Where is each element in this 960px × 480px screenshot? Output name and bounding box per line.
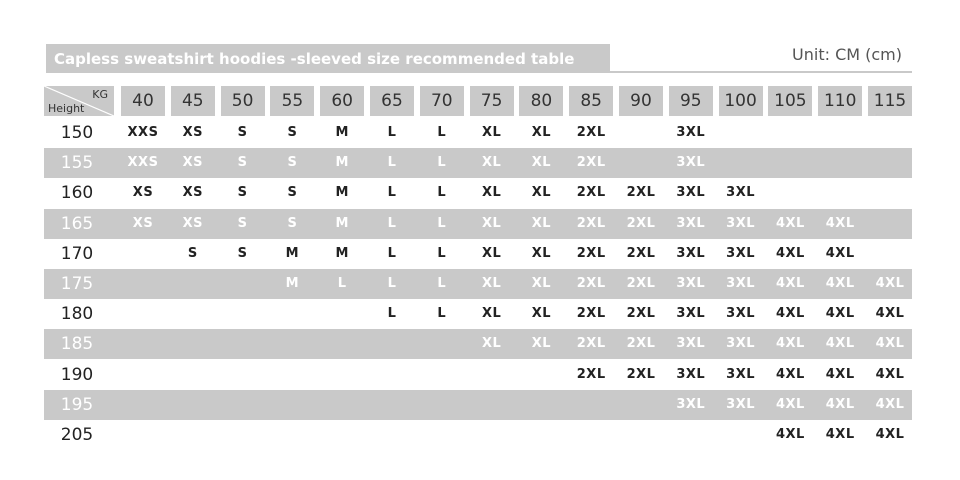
- kg-axis-label: KG: [92, 88, 108, 101]
- size-cell: 4XL: [775, 427, 805, 442]
- size-cell: 3XL: [726, 366, 756, 382]
- size-cell: 3XL: [726, 245, 756, 261]
- size-cell: 3XL: [726, 396, 756, 412]
- size-cell: 2XL: [626, 306, 656, 322]
- size-cell: M: [335, 125, 349, 140]
- size-cell: 4XL: [825, 336, 855, 352]
- kg-header-cell: 105: [768, 86, 812, 116]
- size-cell: 4XL: [775, 276, 805, 291]
- size-cell: S: [237, 185, 248, 201]
- size-cell: 2XL: [576, 215, 606, 231]
- size-cell: XL: [481, 215, 502, 231]
- size-cell: 4XL: [825, 366, 855, 382]
- size-cell: 4XL: [775, 336, 805, 352]
- size-cell: 3XL: [726, 185, 756, 201]
- kg-header-cell: 85: [569, 86, 613, 116]
- height-row-label: 160: [60, 183, 94, 204]
- size-cell: S: [187, 245, 198, 261]
- height-row-label: 175: [60, 274, 94, 294]
- size-cell: XL: [481, 155, 502, 171]
- size-cell: 2XL: [576, 245, 606, 261]
- size-cell: 4XL: [775, 245, 805, 261]
- size-cell: 4XL: [825, 427, 855, 442]
- kg-header-cell: 40: [121, 86, 165, 116]
- size-cell: XL: [531, 215, 552, 231]
- height-row-label: 150: [60, 123, 94, 143]
- size-cell: 3XL: [676, 336, 706, 352]
- size-cell: L: [387, 155, 397, 171]
- size-cell: 3XL: [726, 276, 756, 291]
- size-cell: 4XL: [775, 366, 805, 382]
- size-cell: S: [237, 155, 248, 171]
- size-cell: 3XL: [726, 336, 756, 352]
- size-cell: L: [437, 276, 447, 291]
- size-cell: XL: [481, 185, 502, 201]
- size-cell: 4XL: [825, 306, 855, 322]
- size-cell: L: [387, 276, 397, 291]
- size-cell: M: [335, 185, 349, 201]
- size-cell: XL: [481, 245, 502, 261]
- size-cell: 2XL: [626, 276, 656, 291]
- kg-header-cell: 55: [270, 86, 314, 116]
- kg-header-cell: 65: [370, 86, 414, 116]
- height-row-label: 185: [60, 334, 94, 355]
- size-cell: S: [237, 245, 248, 261]
- size-cell: XL: [481, 125, 502, 140]
- size-cell: 4XL: [875, 276, 905, 291]
- kg-header-cell: 110: [818, 86, 862, 116]
- size-cell: 2XL: [626, 185, 656, 201]
- kg-header-cell: 100: [719, 86, 763, 116]
- size-cell: 3XL: [676, 276, 706, 291]
- size-cell: L: [437, 306, 447, 322]
- size-cell: XL: [531, 155, 552, 171]
- size-cell: XS: [132, 185, 154, 201]
- size-cell: 4XL: [875, 366, 905, 382]
- size-cell: XL: [531, 245, 552, 261]
- size-cell: L: [437, 155, 447, 171]
- corner-header: [44, 86, 114, 116]
- size-cell: S: [287, 125, 298, 140]
- size-cell: 2XL: [576, 155, 606, 171]
- height-row-label: 205: [60, 425, 94, 445]
- kg-header-cell: 70: [420, 86, 464, 116]
- unit-label: Unit: CM (cm): [792, 45, 902, 64]
- size-cell: 2XL: [626, 245, 656, 261]
- size-cell: L: [387, 245, 397, 261]
- kg-header-cell: 50: [221, 86, 265, 116]
- kg-header-cell: 60: [320, 86, 364, 116]
- size-cell: XL: [481, 306, 502, 322]
- kg-header-cell: 90: [619, 86, 663, 116]
- kg-header-cell: 75: [470, 86, 514, 116]
- size-cell: 2XL: [626, 215, 656, 231]
- table-title: Capless sweatshirt hoodies -sleeved size recommended table: [54, 50, 575, 68]
- size-cell: 3XL: [676, 155, 706, 171]
- kg-header-cell: 95: [669, 86, 713, 116]
- height-row-label: 190: [60, 364, 94, 385]
- size-cell: M: [335, 245, 349, 261]
- size-cell: 4XL: [875, 306, 905, 322]
- size-cell: L: [337, 276, 347, 291]
- size-cell: S: [287, 185, 298, 201]
- size-cell: 3XL: [676, 125, 706, 140]
- size-cell: 2XL: [576, 185, 606, 201]
- size-cell: 3XL: [676, 185, 706, 201]
- size-cell: 4XL: [775, 306, 805, 322]
- size-cell: 3XL: [726, 215, 756, 231]
- size-cell: XL: [531, 125, 552, 140]
- size-cell: M: [335, 155, 349, 171]
- size-cell: 4XL: [875, 396, 905, 412]
- size-cell: XXS: [127, 125, 159, 140]
- size-cell: 2XL: [626, 366, 656, 382]
- size-cell: 3XL: [676, 245, 706, 261]
- size-cell: 2XL: [576, 306, 606, 322]
- size-cell: XXS: [127, 155, 159, 171]
- kg-header-cell: 45: [171, 86, 215, 116]
- height-axis-label: Height: [48, 102, 85, 115]
- size-cell: XL: [531, 336, 552, 352]
- height-row-label: 155: [60, 153, 94, 174]
- size-cell: XS: [182, 185, 203, 201]
- title-underline: [46, 71, 912, 73]
- kg-header-cell: 115: [868, 86, 912, 116]
- size-cell: L: [437, 185, 447, 201]
- size-cell: XL: [531, 306, 552, 322]
- size-cell: XL: [531, 185, 552, 201]
- height-row-label: 195: [60, 394, 94, 415]
- size-cell: 2XL: [576, 276, 606, 291]
- size-cell: 4XL: [825, 245, 855, 261]
- size-cell: XS: [182, 155, 203, 171]
- size-cell: XL: [481, 276, 502, 291]
- size-cell: 4XL: [875, 336, 905, 352]
- size-cell: 2XL: [626, 336, 656, 352]
- size-cell: XS: [182, 215, 203, 231]
- size-cell: 4XL: [825, 215, 855, 231]
- size-cell: M: [285, 276, 300, 291]
- size-cell: 3XL: [726, 306, 756, 322]
- size-cell: 4XL: [825, 276, 855, 291]
- size-cell: M: [335, 215, 349, 231]
- size-cell: L: [387, 125, 397, 140]
- size-cell: 3XL: [676, 306, 706, 322]
- size-cell: 3XL: [676, 215, 706, 231]
- size-cell: 4XL: [775, 396, 805, 412]
- size-cell: XS: [132, 215, 154, 231]
- size-cell: 4XL: [875, 427, 905, 442]
- size-cell: M: [285, 245, 300, 261]
- size-cell: XS: [182, 125, 203, 140]
- size-cell: XL: [481, 336, 502, 352]
- size-cell: 2XL: [576, 366, 606, 382]
- size-cell: L: [437, 125, 447, 140]
- size-cell: S: [287, 215, 298, 231]
- size-cell: 2XL: [576, 125, 606, 140]
- size-cell: XL: [531, 276, 552, 291]
- size-cell: L: [387, 215, 397, 231]
- size-cell: S: [287, 155, 298, 171]
- size-cell: 3XL: [676, 396, 706, 412]
- size-cell: L: [387, 185, 397, 201]
- height-row-label: 180: [60, 304, 94, 325]
- height-row-label: 170: [60, 243, 94, 264]
- size-cell: 2XL: [576, 336, 606, 352]
- size-cell: L: [387, 306, 397, 322]
- size-cell: L: [437, 215, 447, 231]
- size-cell: S: [237, 125, 248, 140]
- size-cell: 3XL: [676, 366, 706, 382]
- size-cell: S: [237, 215, 248, 231]
- size-cell: L: [437, 245, 447, 261]
- size-cell: 4XL: [775, 215, 805, 231]
- size-cell: 4XL: [825, 396, 855, 412]
- kg-header-cell: 80: [519, 86, 563, 116]
- height-row-label: 165: [60, 213, 94, 234]
